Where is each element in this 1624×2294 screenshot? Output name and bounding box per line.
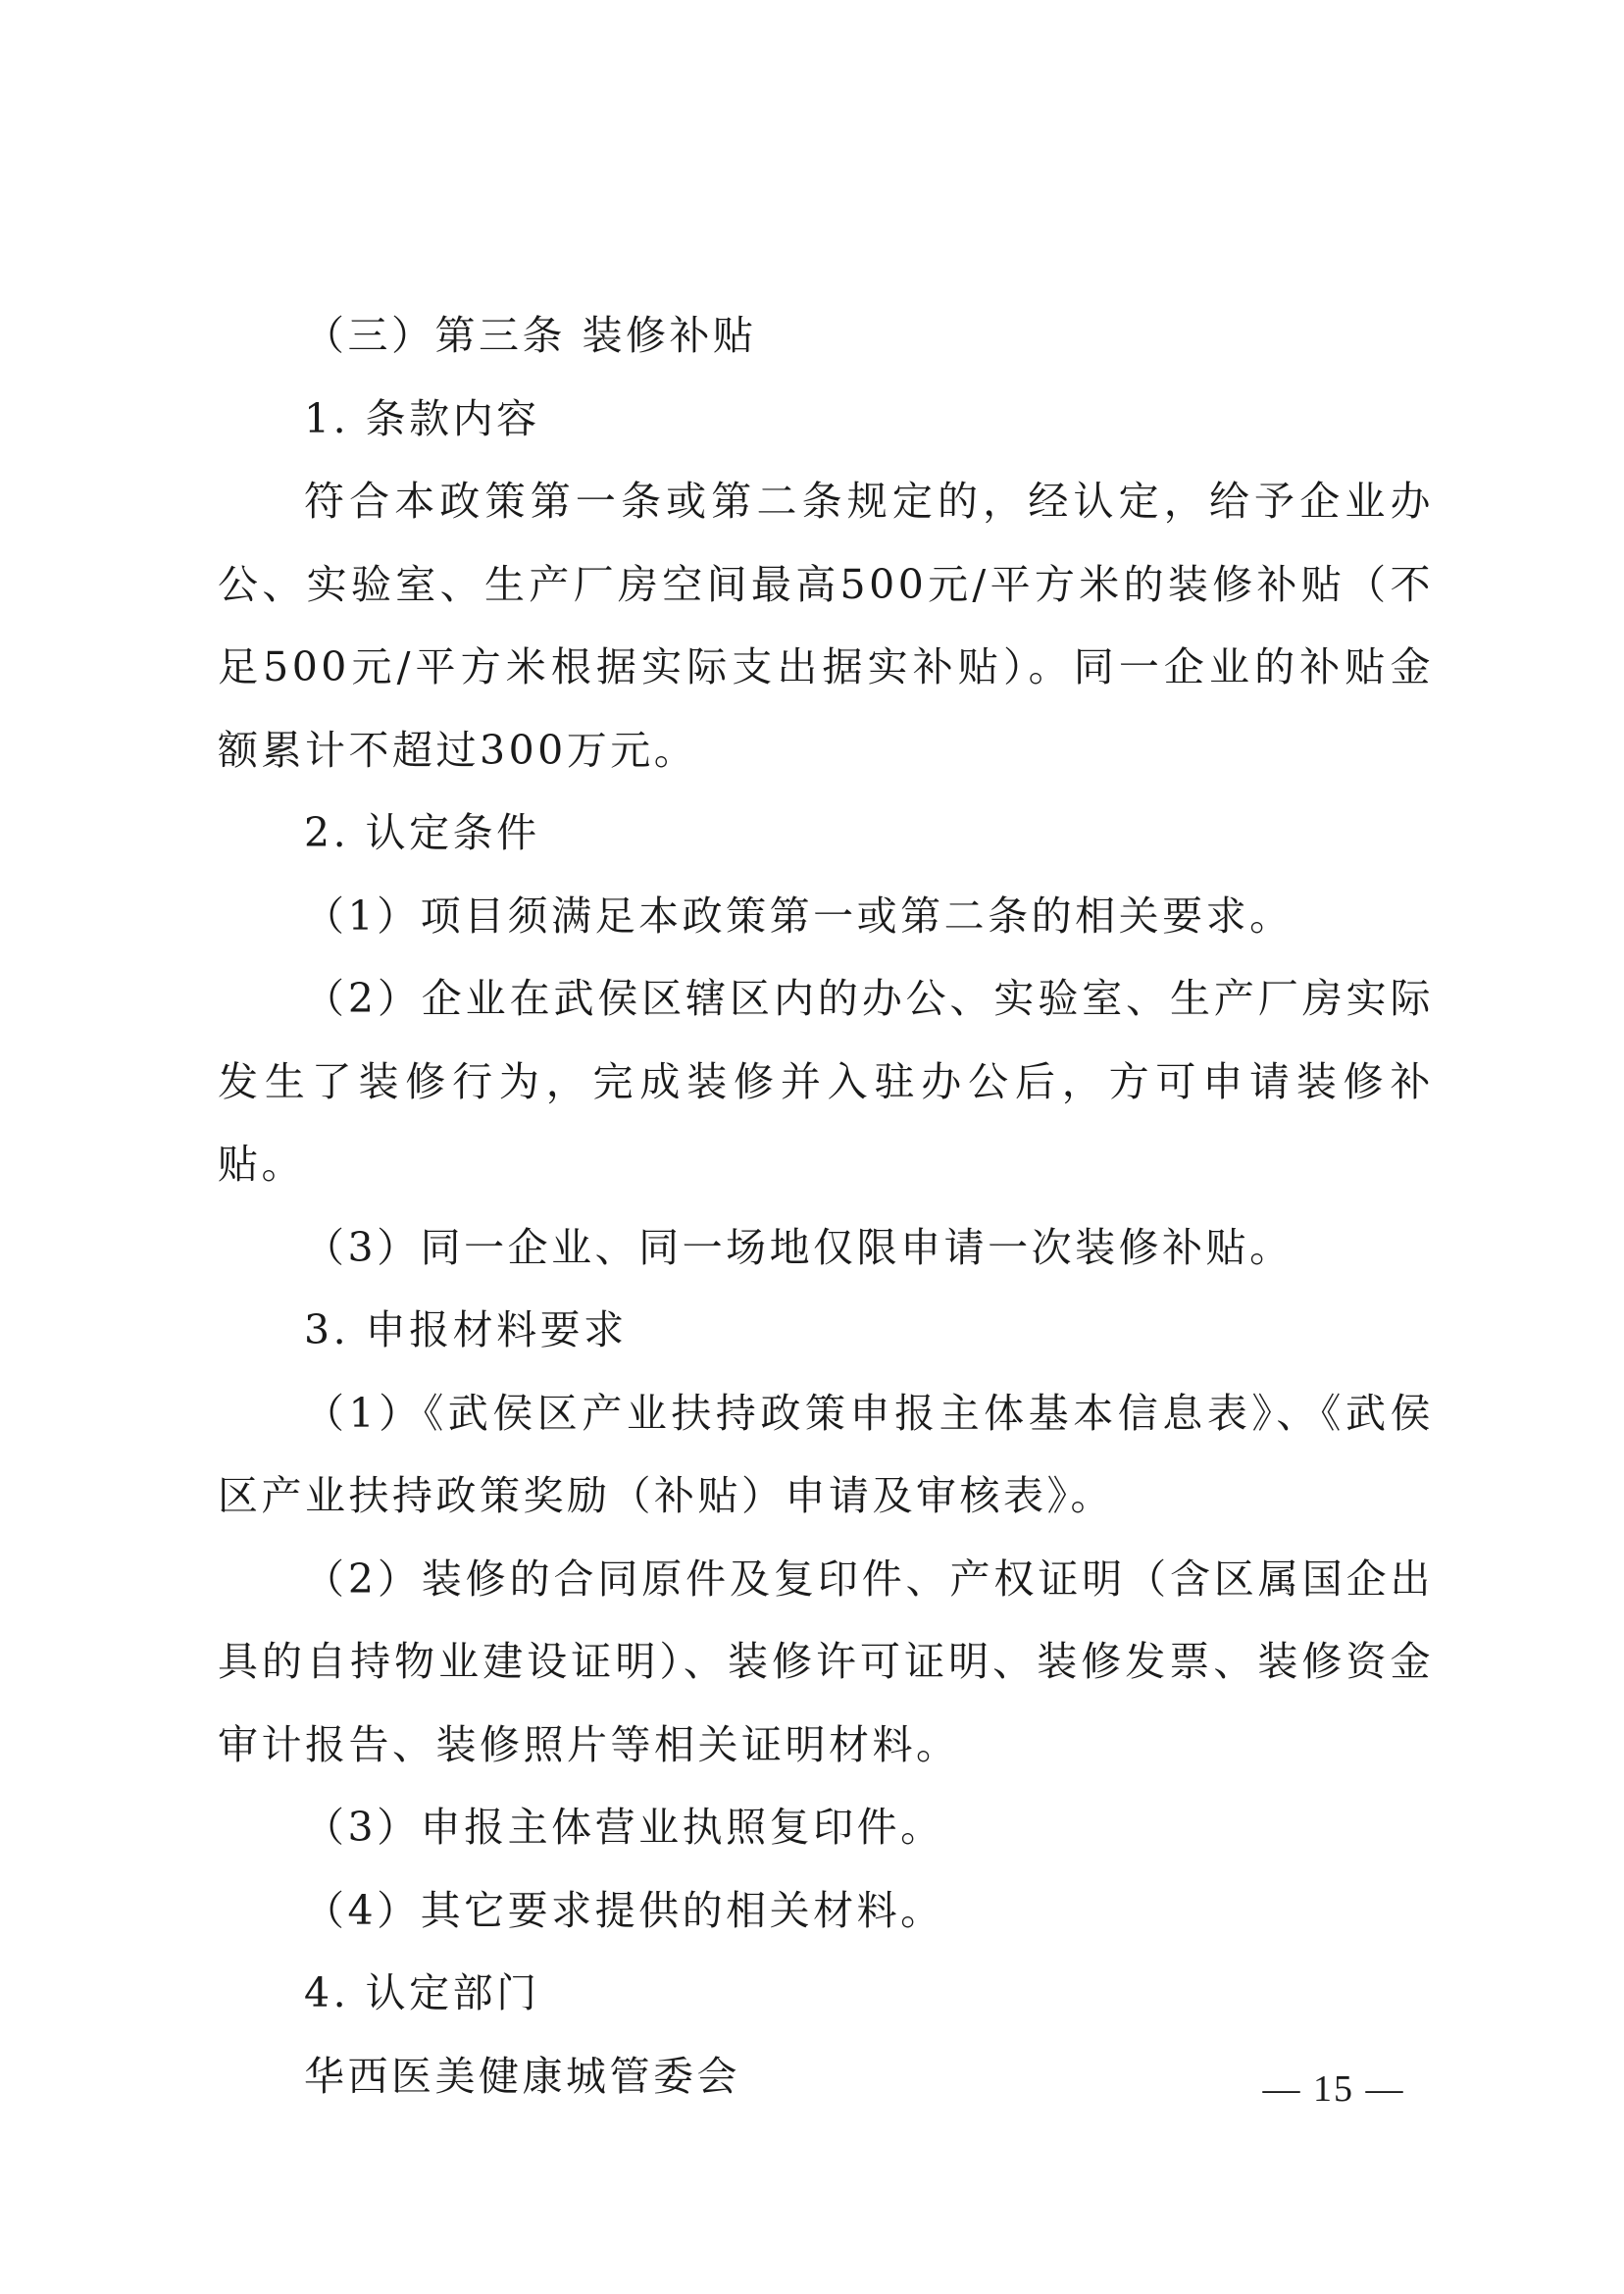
item-3-point-3: （3）申报主体营业执照复印件。 — [304, 1804, 944, 1851]
page-number: — 15 — — [1262, 2068, 1405, 2110]
item-2-heading: 2. 认定条件 — [304, 809, 540, 856]
item-4-body: 华西医美健康城管委会 — [304, 2052, 740, 2100]
item-2-point-1: （1）项目须满足本政策第一或第二条的相关要求。 — [304, 892, 1294, 940]
item-3-point-4: （4）其它要求提供的相关材料。 — [304, 1886, 944, 1934]
section-title: （三）第三条 装修补贴 — [304, 312, 757, 359]
document-body — [218, 294, 1434, 2117]
item-2-point-2: （2）企业在武侯区辖区内的办公、实验室、生产厂房实际发生了装修行为，完成装修并入驻办公后，方可申请装修补贴。 — [218, 975, 1434, 1188]
item-2-point-3: （3）同一企业、同一场地仅限申请一次装修补贴。 — [304, 1223, 1294, 1271]
item-1-heading: 1. 条款内容 — [304, 394, 540, 442]
item-1-body: 符合本政策第一条或第二条规定的，经认定，给予企业办公、实验室、生产厂房空间最高500元/平方米的装修补贴（不足500元/平方米根据实际支出据实补贴）。同一企业的补贴金额累计不超过300万元。 — [218, 478, 1434, 774]
item-3-point-2: （2）装修的合同原件及复印件、产权证明（含区属国企出具的自持物业建设证明）、装修许可证明、装修发票、装修资金审计报告、装修照片等相关证明材料。 — [218, 1555, 1434, 1768]
item-4-heading: 4. 认定部门 — [304, 1969, 540, 2016]
item-3-heading: 3. 申报材料要求 — [304, 1306, 628, 1353]
item-3-point-1: （1）《武侯区产业扶持政策申报主体基本信息表》、《武侯区产业扶持政策奖励（补贴）申请及审核表》。 — [218, 1389, 1434, 1519]
